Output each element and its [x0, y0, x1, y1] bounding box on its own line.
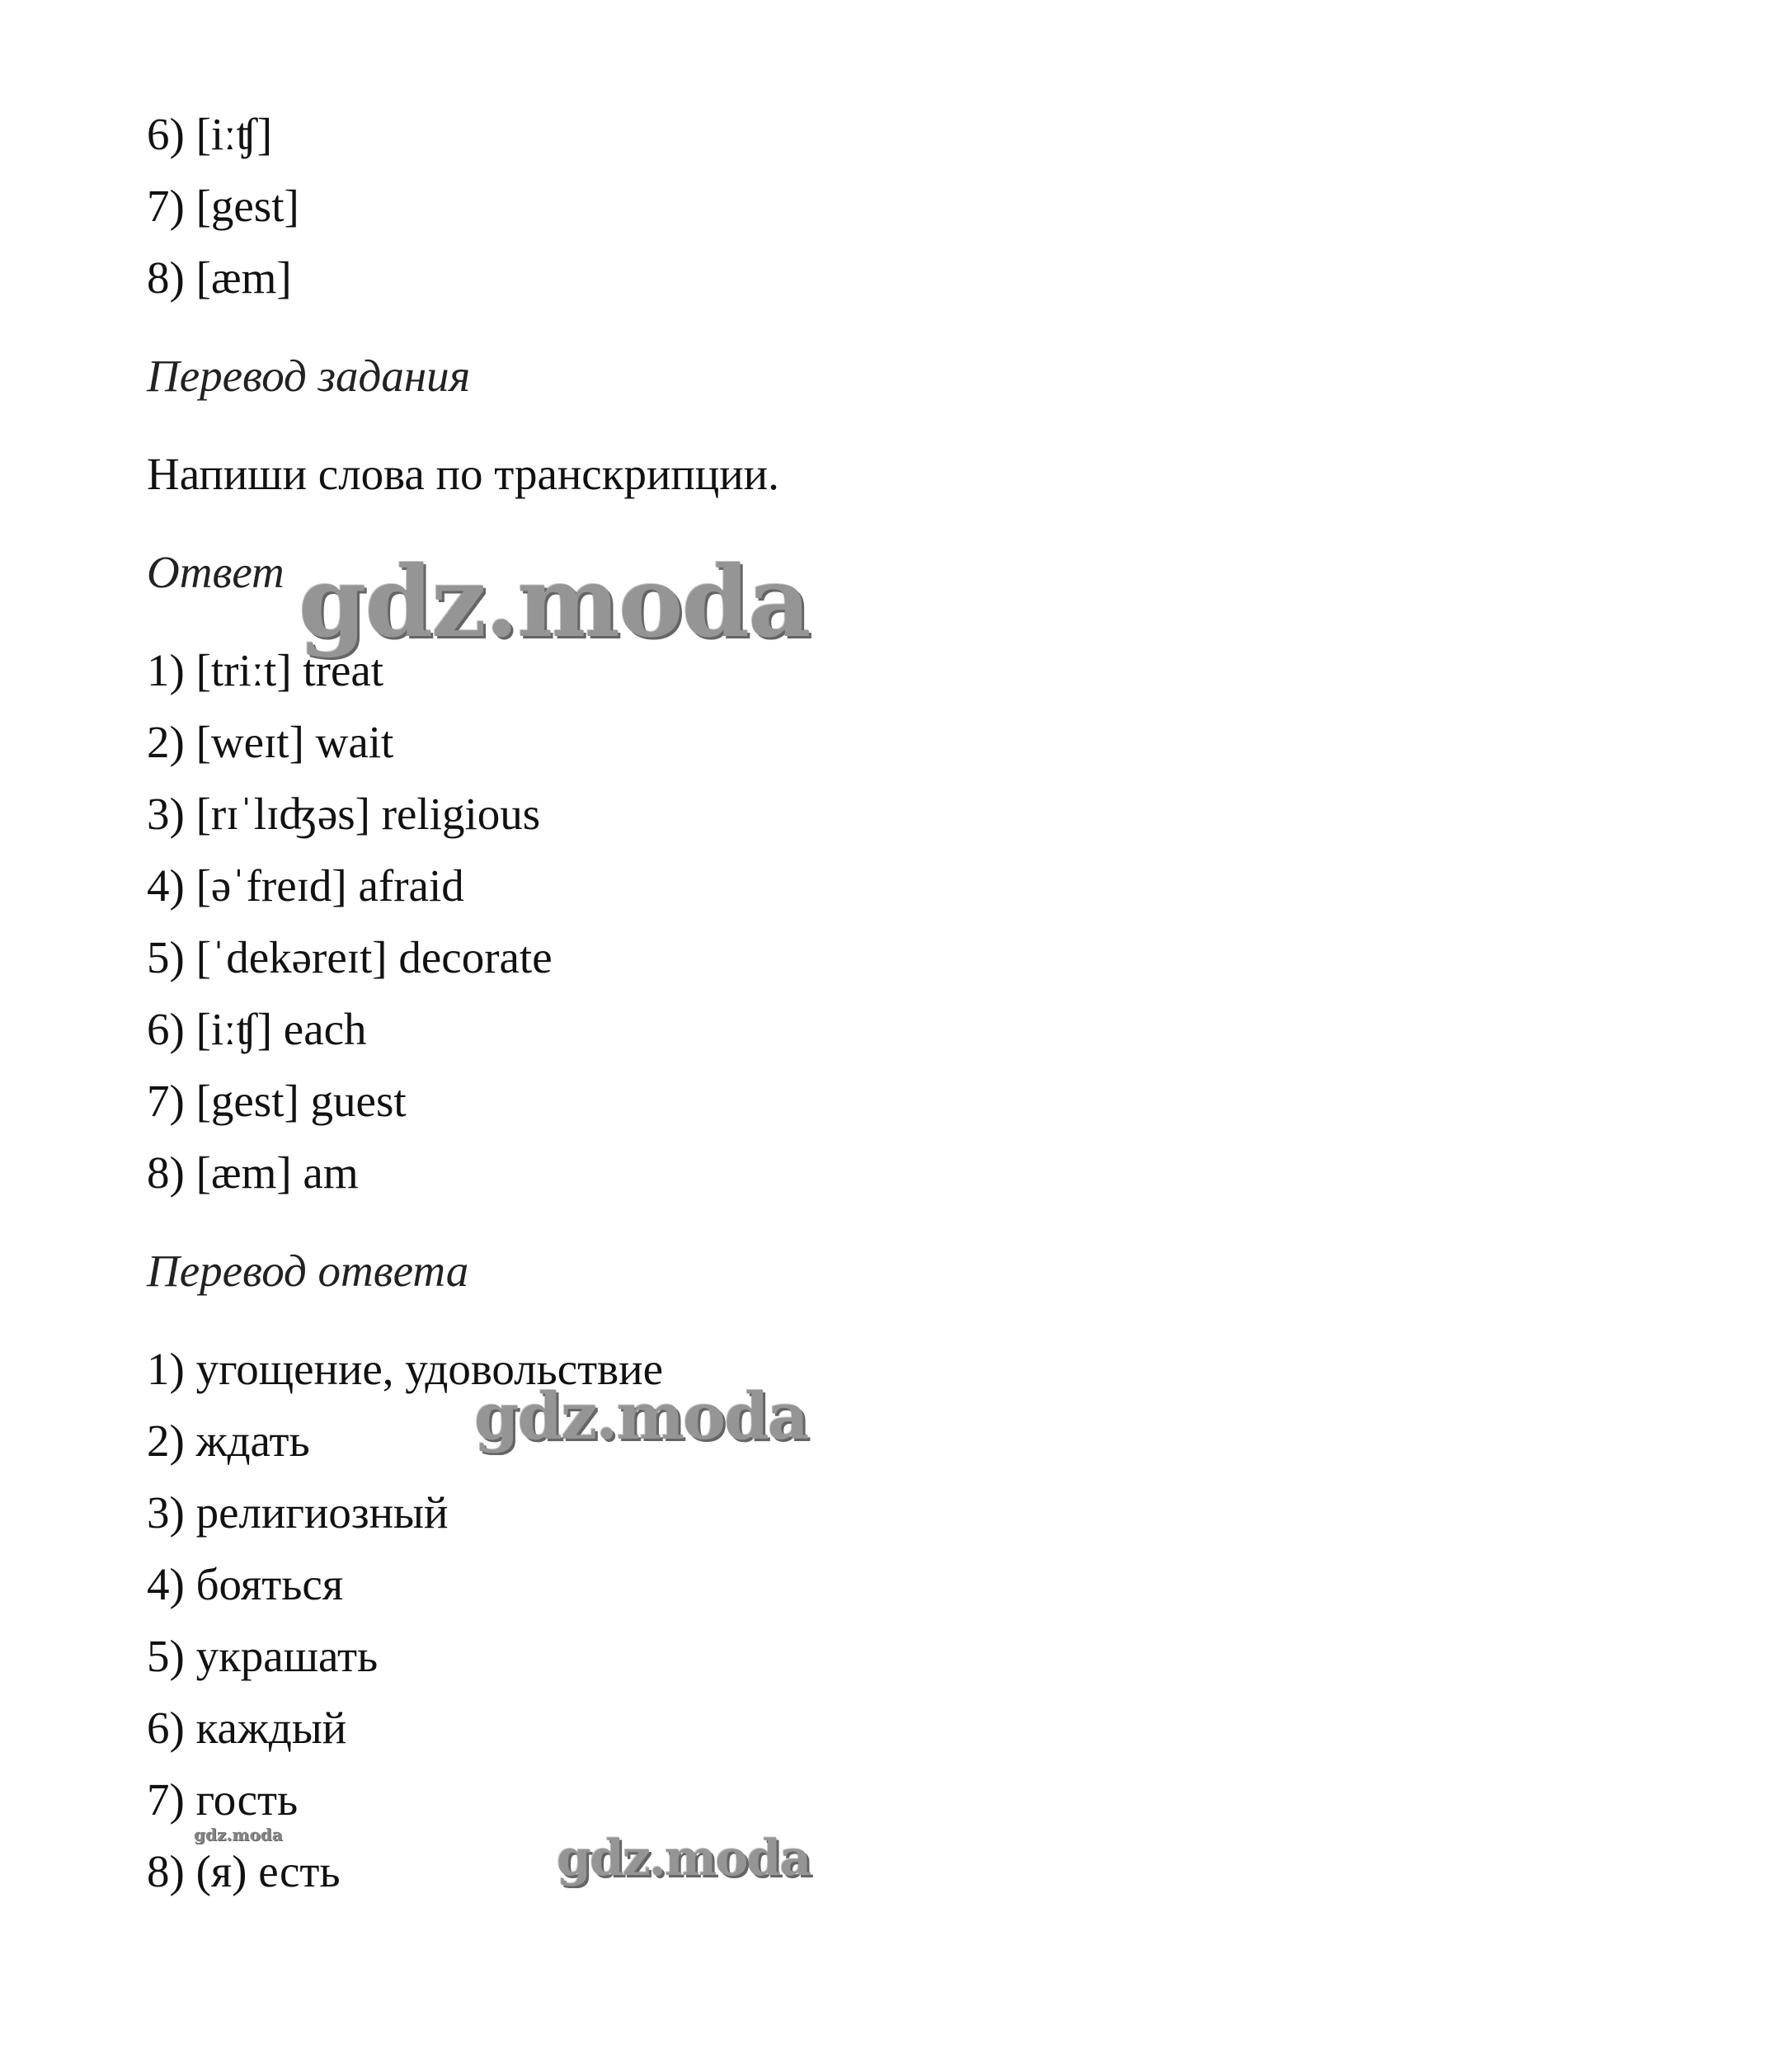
- task-translation-heading: Перевод задания: [147, 351, 471, 401]
- watermark-logo: gdz.moda: [299, 544, 810, 659]
- answer-translation-line-2: 2) ждать: [147, 1416, 310, 1466]
- watermark-logo: gdz.moda: [557, 1830, 811, 1887]
- answer-line-1: 1) [triːt] treat: [147, 645, 384, 695]
- answer-translation-line-1: 1) угощение, удовольствие: [147, 1344, 663, 1394]
- task-line-7: 7) [gest]: [147, 181, 299, 231]
- answer-line-4: 4) [əˈfreɪd] afraid: [147, 860, 464, 911]
- answer-translation-line-3: 3) религиозный: [147, 1487, 449, 1538]
- task-line-8: 8) [æm]: [147, 252, 292, 303]
- watermark-logo: gdz.moda: [194, 1825, 283, 1844]
- answer-translation-heading: Перевод ответа: [147, 1246, 469, 1296]
- watermark-logo: gdz.moda: [474, 1379, 808, 1454]
- answer-translation-line-8: 8) (я) есть: [147, 1846, 341, 1896]
- answer-translation-line-4: 4) бояться: [147, 1559, 344, 1609]
- answer-translation-line-5: 5) украшать: [147, 1631, 379, 1681]
- answer-line-6: 6) [iːʧ] each: [147, 1004, 367, 1054]
- answer-line-8: 8) [æm] am: [147, 1147, 359, 1198]
- answer-translation-line-6: 6) каждый: [147, 1703, 347, 1753]
- answer-line-7: 7) [gest] guest: [147, 1076, 407, 1126]
- task-translation-text: Напиши слова по транскрипции.: [147, 449, 779, 499]
- answer-heading: Ответ: [147, 547, 285, 597]
- answer-line-3: 3) [rɪˈlɪʤəs] religious: [147, 789, 541, 839]
- task-line-6: 6) [iːʧ]: [147, 109, 273, 159]
- answer-translation-line-7: 7) гость: [147, 1774, 299, 1825]
- answer-line-2: 2) [weɪt] wait: [147, 717, 394, 767]
- answer-line-5: 5) [ˈdekəreɪt] decorate: [147, 932, 553, 982]
